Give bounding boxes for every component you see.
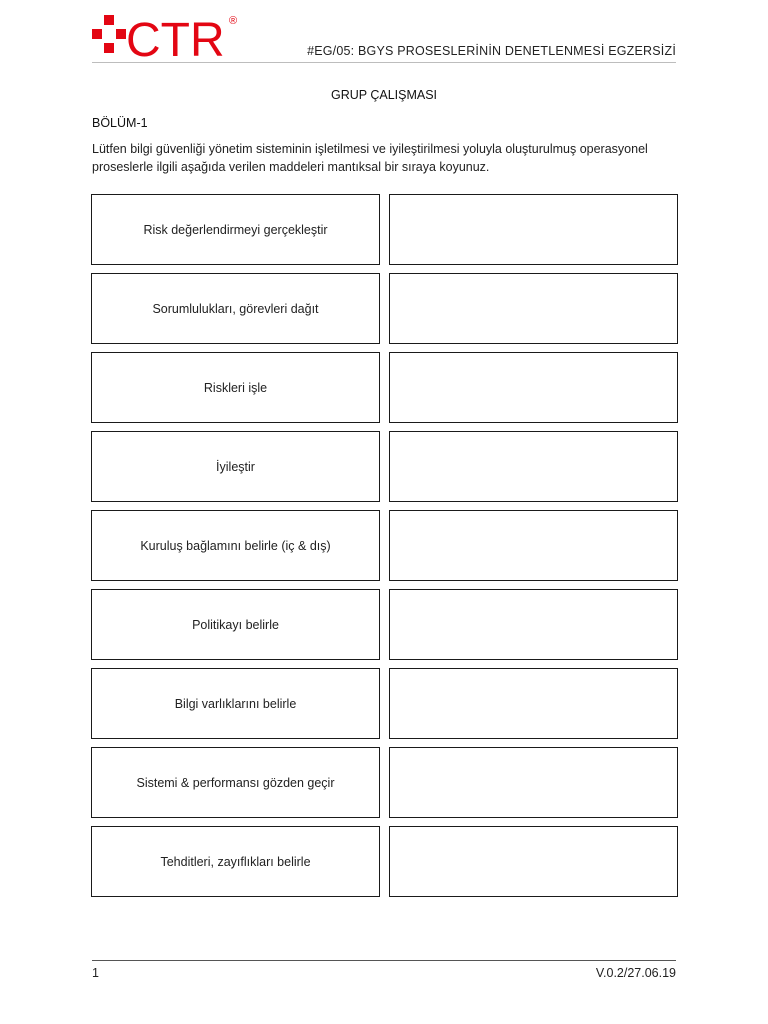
header-divider [92, 62, 676, 63]
logo-text: CTR [126, 14, 225, 62]
item-box: Tehditleri, zayıflıkları belirle [91, 826, 380, 897]
item-row [91, 589, 678, 660]
answer-box[interactable] [389, 273, 678, 344]
instructions-text: Lütfen bilgi güvenliği yönetim sisteminin işletilmesi ve iyileştirilmesi yoluyla oluşturulmuş operasyonel proseslerle ilgili aşağıda verilen maddeleri mantıksal bir sıraya koyunuz. [92, 142, 648, 174]
item-box: Sorumlulukları, görevleri dağıt [91, 273, 380, 344]
answer-box[interactable] [389, 747, 678, 818]
item-row [91, 431, 678, 502]
registered-mark: ® [229, 15, 238, 27]
item-row [91, 747, 678, 818]
item-row [91, 668, 678, 739]
medical-cross-icon [92, 15, 126, 53]
page-title: GRUP ÇALIŞMASI [330, 88, 438, 102]
answer-box[interactable] [389, 668, 678, 739]
item-box: Risk değerlendirmeyi gerçekleştir [91, 194, 380, 265]
version-label: V.0.2/27.06.19 [595, 966, 676, 980]
item-box: İyileştir [91, 431, 380, 502]
answer-box[interactable] [389, 352, 678, 423]
answer-box[interactable] [389, 194, 678, 265]
item-box: Riskleri işle [91, 352, 380, 423]
item-row [91, 273, 678, 344]
answer-box[interactable] [389, 510, 678, 581]
item-box: Sistemi & performansı gözden geçir [91, 747, 380, 818]
document-code-title: #EG/05: BGYS PROSESLERİNİN DENETLENMESİ EGZERSİZİ [307, 44, 676, 58]
item-grid [91, 194, 678, 905]
item-box: Politikayı belirle [91, 589, 380, 660]
answer-box[interactable] [389, 431, 678, 502]
item-row [91, 510, 678, 581]
ctr-logo [92, 12, 242, 62]
answer-box[interactable] [389, 826, 678, 897]
answer-box[interactable] [389, 589, 678, 660]
footer-divider [92, 960, 676, 961]
item-row [91, 194, 678, 265]
item-box: Kuruluş bağlamını belirle (iç & dış) [91, 510, 380, 581]
item-row [91, 352, 678, 423]
item-row [91, 826, 678, 897]
section-label: BÖLÜM-1 [92, 116, 148, 130]
page-number: 1 [92, 966, 99, 980]
item-box: Bilgi varlıklarını belirle [91, 668, 380, 739]
